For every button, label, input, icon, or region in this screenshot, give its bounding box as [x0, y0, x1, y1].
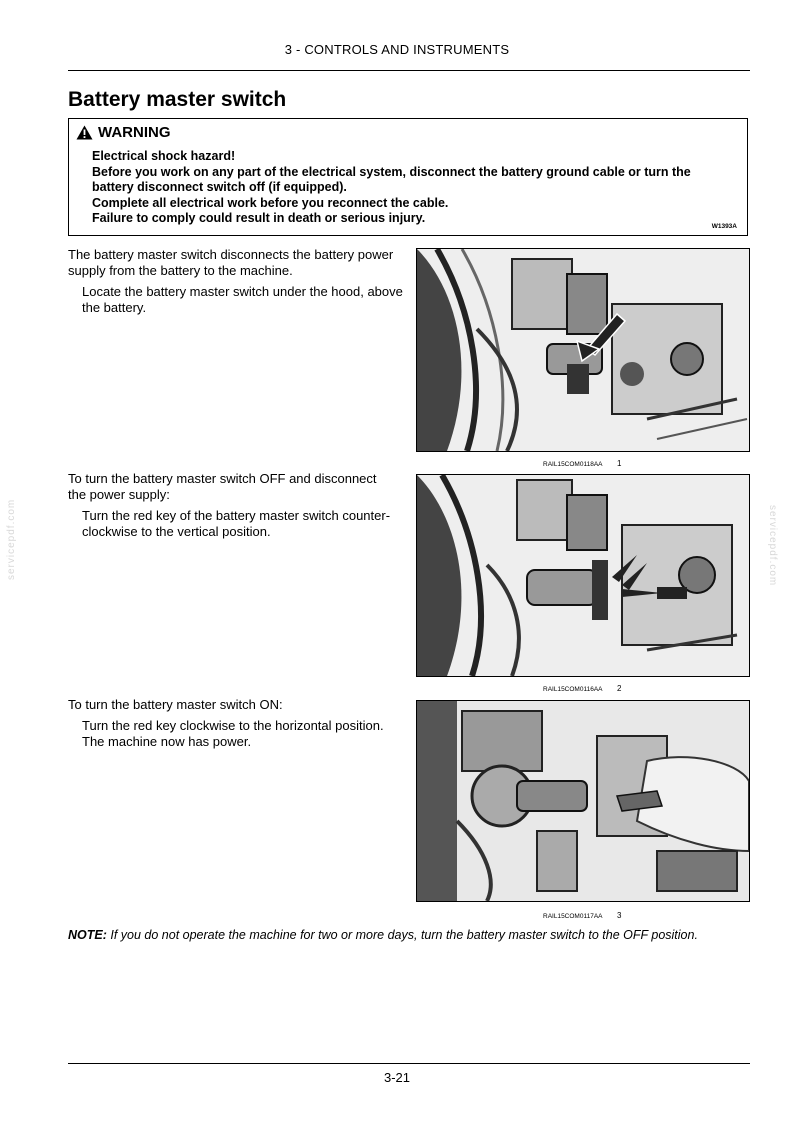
warning-heading [76, 124, 171, 141]
step-paragraph [82, 718, 406, 750]
text-line: the power supply: [68, 487, 170, 502]
warning-line: Failure to comply could result in death or serious injury. [92, 211, 426, 225]
page-title: Battery master switch [68, 88, 287, 111]
figure-1-caption [543, 453, 621, 471]
intro-paragraph [68, 247, 406, 279]
figure-number: 1 [616, 459, 622, 468]
figure-ref: RAIL15COM0117AA [543, 913, 603, 920]
text-line: Turn the red key clockwise to the horizontal position. [82, 718, 384, 733]
note-text: If you do not operate the machine for two or more days, turn the battery master switch to the OFF position. [106, 928, 698, 942]
header-rule [68, 70, 750, 71]
warning-heading-text: WARNING [98, 124, 171, 141]
switch-on-illustration [417, 701, 749, 901]
text-line: The machine now has power. [82, 734, 252, 749]
figure-3-caption [543, 905, 621, 923]
text-line: The battery master switch disconnects the battery power [68, 247, 394, 262]
watermark-right: servicepdf.com [767, 505, 778, 587]
figure-3-photo [416, 700, 750, 902]
warning-box [68, 118, 748, 236]
warning-triangle-icon [76, 125, 93, 140]
text-line: the battery. [82, 300, 147, 315]
figure-1-photo [416, 248, 750, 452]
warning-line: battery disconnect switch off (if equipped). [92, 180, 347, 194]
figure-number: 3 [616, 911, 622, 920]
figure-2-caption [543, 678, 621, 696]
text-line: To turn the battery master switch OFF and disconnect [68, 471, 377, 486]
switch-off-illustration [417, 475, 749, 676]
section-header: 3 - CONTROLS AND INSTRUMENTS [284, 42, 510, 57]
page-number: 3-21 [383, 1070, 411, 1085]
figure-2-photo [416, 474, 750, 677]
text-line: Turn the red key of the battery master switch counter- [82, 508, 391, 523]
warning-line: Before you work on any part of the electrical system, disconnect the battery ground cable or turn the [92, 164, 691, 179]
intro-paragraph [68, 471, 406, 503]
text-line: To turn the battery master switch ON: [68, 697, 283, 712]
figure-ref: RAIL15COM0116AA [543, 686, 603, 693]
warning-line: Electrical shock hazard! [92, 149, 236, 163]
note [68, 928, 758, 942]
text-line: supply from the battery to the machine. [68, 263, 293, 278]
warning-body [92, 149, 737, 227]
text-line: clockwise to the vertical position. [82, 524, 271, 539]
figure-ref: RAIL15COM0118AA [543, 461, 603, 468]
note-label: NOTE: [68, 928, 107, 942]
warning-code: W1393A [711, 223, 737, 230]
battery-switch-location-illustration [417, 249, 749, 451]
step-paragraph [82, 284, 406, 316]
intro-paragraph [68, 697, 406, 713]
warning-line: Complete all electrical work before you reconnect the cable. [92, 195, 449, 210]
figure-number: 2 [616, 684, 622, 693]
step-paragraph [82, 508, 406, 540]
text-line: Locate the battery master switch under the hood, above [82, 284, 403, 299]
footer-rule [68, 1063, 750, 1064]
watermark-left: servicepdf.com [6, 498, 17, 580]
